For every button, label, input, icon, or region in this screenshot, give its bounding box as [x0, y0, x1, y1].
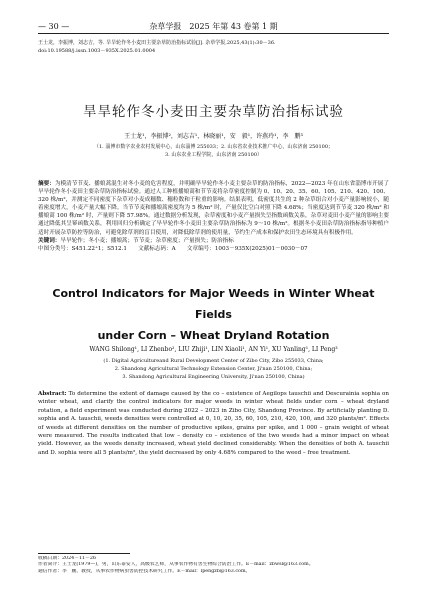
- page-number: — 30 —: [38, 22, 70, 31]
- abstract-label-en: Abstract:: [38, 391, 67, 397]
- footnote-received: 收稿日期：2024－11－26: [38, 556, 96, 561]
- abstract-text-cn: 为模清节节麦、播娘蒿混生对冬小麦的危害程度，并明确旱旱轮作冬小麦主要杂草的防治指标，2022—2023 年在山东省淄博市开展了旱旱轮作冬小麦田主要杂草防治指标试验。通过人工种植播娘蒿和节节麦将杂草密度控制为 0、10、20、35、60、105、210、420、100、320 株/m²，并测定不同密度下杂草对小麦成穗数、穗粒数和千粒重的影响。结果表明，低密度共生的 2 种杂草组合对小麦产量影响较小，随着密度增大，小麦产量大幅下降。当节节麦和播娘蒿密度均为 5 株/m² 时，产量仅比空白对照下降 4.68%；当密度达到节节麦 320 株/m² 和播娘蒿 100 株/m² 时，产量则下降 57.98%。通过数据分析发现，杂草密度和小麦产量损失呈指数函数关系，杂草对麦田小麦产量的影响主要通过降低其呈幂函数关系，利用回归分析确定了旱旱轮作冬小麦田主要杂草防治指标为 9～10 株/m²。根据冬小麦田杂草防治指标指导种植户适时开展杂草防控等防治，可避免除草剂的盲目使用，对降低除草剂的使用量，节约生产成本和保护农田生态环境具有积极作用。: [38, 181, 389, 236]
- authors-english: WANG Shilong¹, LI Zhenbo², LIU Zhiji¹, LIN Xiaoli¹, AN Yi¹, XU Yanling¹, LI Peng³: [89, 346, 338, 353]
- classification-line: 中图分类号：S451.22⁺1；S512.1 文献标志码：A 文章编号：1003－935X(2025)01－0030－07: [38, 245, 308, 252]
- affiliation-line: (1. Digital Agricultureand Rural Development Center of Zibo City, Zibo 255033, China;: [103, 358, 324, 364]
- journal-issue: 杂草学报 2025 年第 43 卷第 1 期: [149, 22, 278, 31]
- title-english-line: under Corn – Wheat Dryland Rotation: [97, 329, 330, 342]
- authors-chinese: 王士龙¹，李振博²，刘志吉¹，林晓丽¹，安 毅¹，许燕玲¹，李 鹏³: [124, 133, 303, 140]
- citation-reference: 王士龙，李振博，刘志吉，等. 旱旱轮作冬小麦田主要杂草防治指标试验[J]. 杂草学报,2025,43(1):30－36.: [38, 40, 276, 46]
- abstract-text-en: To determine the extent of damage caused by the co – existence of Aegilops tauschii and Descurainia sophia on winter wheat, and clarify the control indicators for major weeds in winter wheat fields under corn – wheat dryland rotation, a field experiment was conducted during 2022 – 2023 in Zibo City, Shandong Province. By artificially planting D. sophia and A. tauschii, weeds densities were controlled at 0, 10, 20, 35, 60, 105, 210, 420, 100, and 320 plants/m². Effects of weeds at different densities on the number of productive spikes, grains per spike, and 1 000 – grain weight of wheat were measured. The results indicated that low – density co – existence of the two weeds had a minor impact on wheat yield. However, as the weeds density increased, wheat yield declined considerably. When the densities of both A. tauschii and D. sophia were all 5 plants/m², the yield decreased by only 4.68% compared to the weed – free treatment.: [38, 391, 390, 456]
- title-english-line: Control Indicators for Major Weeds in Winter Wheat Fields: [52, 287, 375, 321]
- citation-doi: doi:10.19588/j.issn.1003－935X.2025.01.0004: [38, 48, 156, 54]
- affiliation-line: 2. Shandong Agricultural Technology Extension Center, Ji'nan 250100, China;: [114, 366, 313, 372]
- keywords-label-cn: 关键词：: [38, 237, 61, 244]
- affiliations-english: [38, 357, 389, 381]
- affiliation-line: （1. 淄博市数字农业农村发展中心，山东淄博 255033；2. 山东省农业技术推广中心，山东济南 250100；: [93, 144, 334, 150]
- affiliations-chinese: [38, 143, 389, 159]
- citation-block: [38, 39, 389, 55]
- footnote-rule: [38, 553, 130, 554]
- running-header: [38, 21, 389, 34]
- title-chinese: 旱旱轮作冬小麦田主要杂草防治指标试验: [83, 104, 344, 120]
- footnote-corresponding: 通信作者：李 鹏，教授，从事农作物病虫害防控技术研究工作。E－mail：lpengzb@163.com。: [38, 568, 251, 574]
- footnotes: [38, 556, 389, 575]
- footnote-author-bio: 作者简介：王士龙(1979—)，男，山东泰安人，高级农艺师，从事农作物有害生物综合防治工作。E－mail：zbwsl@163.com。: [38, 562, 314, 568]
- affiliation-line: 3. Shandong Agricultural Engineering University, Ji'nan 250100, China): [122, 374, 305, 380]
- abstract-label-cn: 摘要：: [38, 181, 55, 187]
- abstract-english: [38, 390, 389, 457]
- affiliation-line: 3. 山东农业工程学院，山东济南 250100）: [164, 152, 263, 158]
- title-english: [38, 283, 389, 346]
- abstract-chinese: [38, 180, 389, 253]
- keywords-text-cn: 旱旱轮作；冬小麦；播娘蒿；节节麦；杂草密度；产量损失；防治指标: [60, 237, 234, 244]
